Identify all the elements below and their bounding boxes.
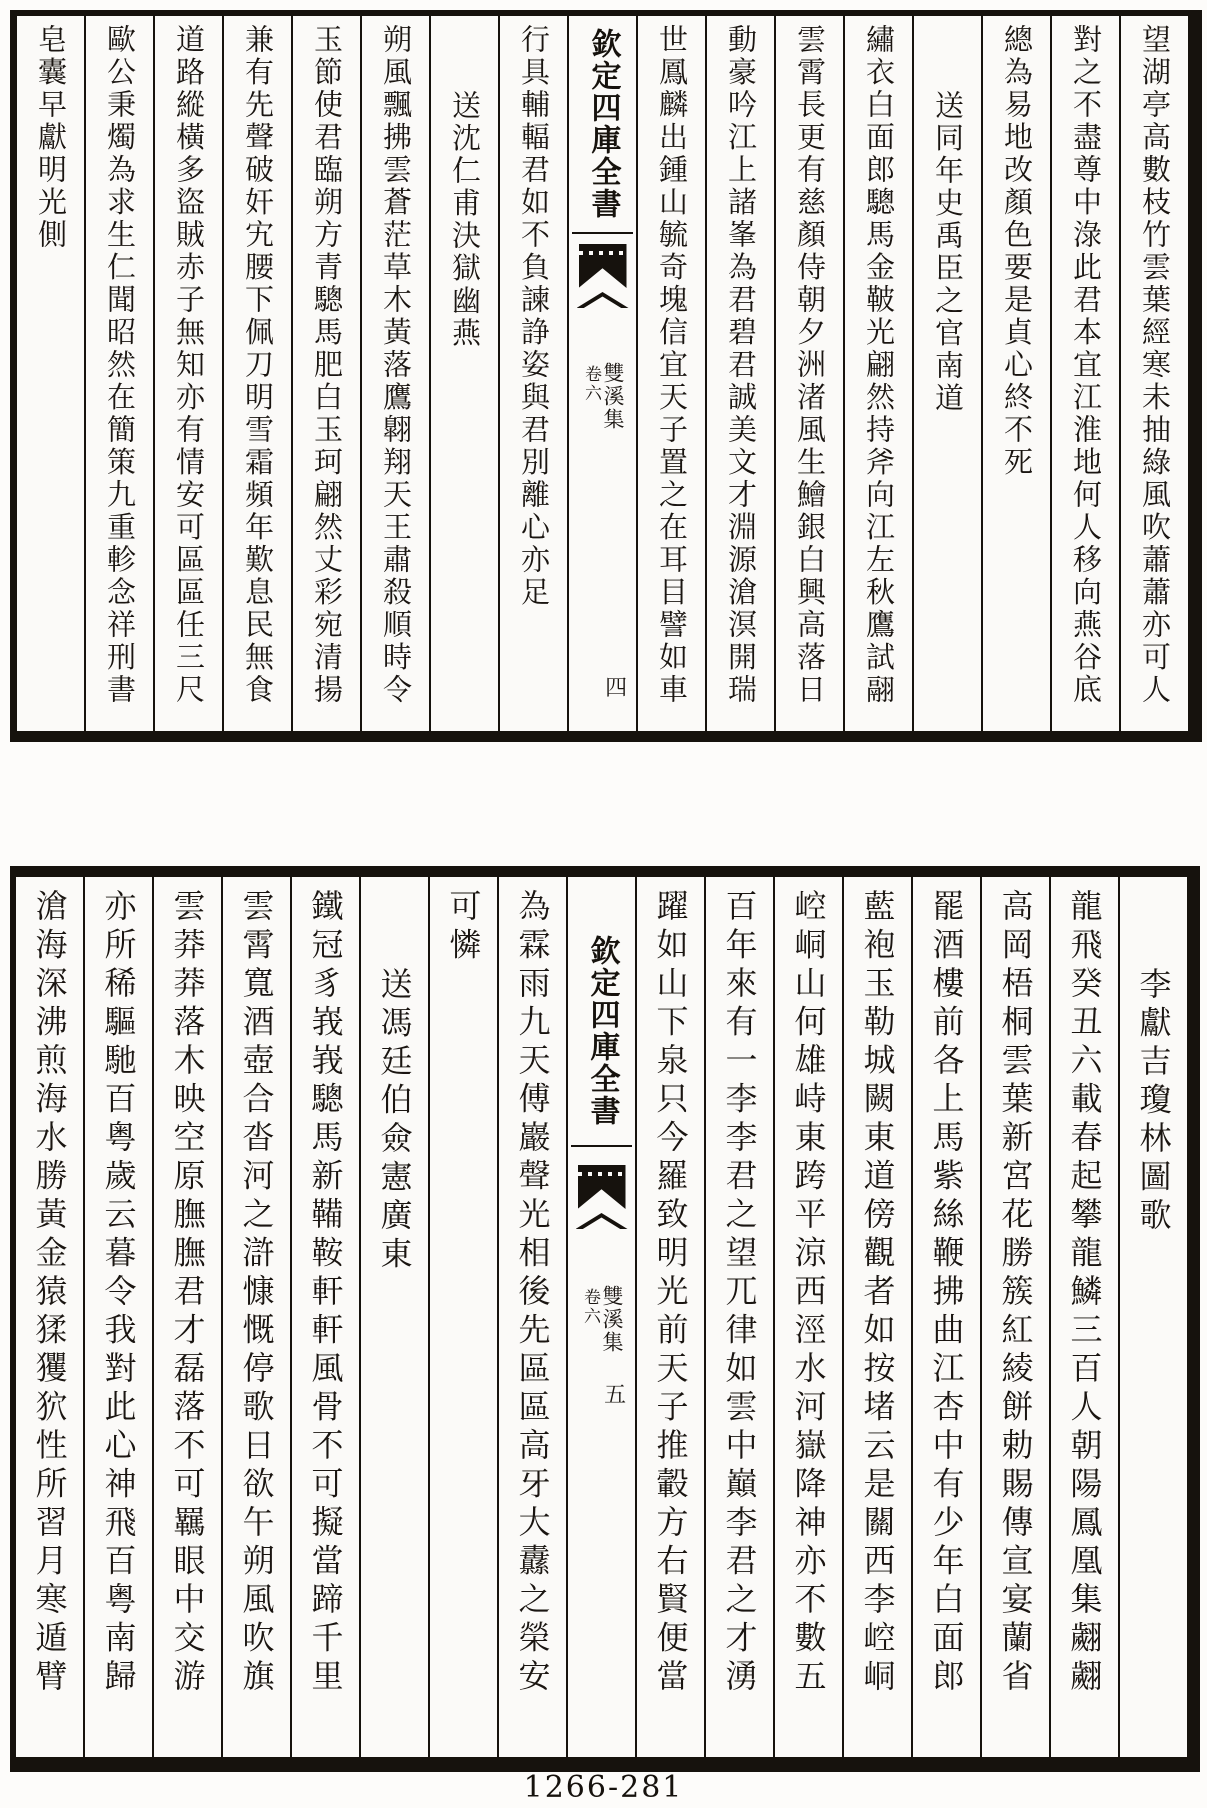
column-text: 高岡梧桐雲葉新宮花勝簇紅綾餅勅賜傳宣宴蘭省 — [996, 889, 1035, 1698]
column-text: 動豪吟江上諸峯為君碧君誠美文才淵源滄溟開瑞 — [724, 24, 758, 707]
column-text: 亦所稀驅馳百粤歲云暮令我對此心神飛百粤南歸 — [99, 889, 138, 1698]
fishtail-mark — [578, 1165, 626, 1209]
chapter-number: 卷六 — [581, 365, 601, 403]
column-text: 躍如山下泉只今羅致明光前天子推轂方右賢便當 — [651, 889, 690, 1698]
poem-text-column — [842, 877, 911, 1757]
center-divider-column — [566, 877, 635, 1757]
collection-title: 欽定四庫全書 — [585, 28, 621, 220]
column-text: 朔風飄拂雲蒼茫草木黃落鷹翺翔天王肅殺順時令 — [379, 24, 413, 707]
book-title-group — [581, 1285, 622, 1354]
fishtail-mark — [579, 244, 627, 288]
folio-upper-half — [10, 10, 1202, 742]
folio-lower-half — [10, 866, 1200, 1772]
poem-text-column — [428, 877, 497, 1757]
column-text: 滄海深沸煎海水勝黃金猿猱玃狖性所習月寒遁臂 — [30, 889, 69, 1698]
divider-rule — [571, 1145, 632, 1147]
poem-text-column — [704, 877, 773, 1757]
column-text: 李獻吉瓊林圖歌 — [1134, 967, 1173, 1237]
column-text: 鐵冠豸峩峩驄馬新鞴鞍軒軒風骨不可擬當蹄千里 — [306, 889, 345, 1698]
book-title: 雙溪集 — [601, 362, 625, 431]
poem-text-column — [497, 877, 566, 1757]
column-text: 望湖亭高數枝竹雲葉經寒未抽綠風吹蕭蕭亦可人 — [1138, 24, 1172, 707]
column-text: 罷酒樓前各上馬紫絲鞭拂曲江杏中有少年白面郎 — [927, 889, 966, 1698]
poem-text-column — [153, 16, 222, 731]
poem-text-column — [291, 16, 360, 731]
column-text: 藍袍玉勒城闕東道傍觀者如按堵云是關西李崆峒 — [858, 889, 897, 1698]
poem-text-column — [290, 877, 359, 1757]
print-page-number: 1266-281 — [523, 1770, 684, 1805]
column-text: 繡衣白面郎驄馬金鞁光翩然持斧向江左秋鷹試翮 — [862, 24, 896, 707]
poem-text-column — [843, 16, 912, 731]
poem-text-column — [981, 16, 1050, 731]
poem-title-column — [429, 16, 498, 731]
folio-number: 四 — [605, 676, 628, 701]
fishtail-chevron-mark — [577, 292, 629, 308]
book-title: 雙溪集 — [600, 1285, 624, 1354]
divider-rule — [572, 232, 633, 234]
fishtail-chevron-mark — [576, 1213, 628, 1229]
poem-text-column — [83, 877, 152, 1757]
column-text: 為霖雨九天傅巖聲光相後先區區高牙大纛之榮安 — [513, 889, 552, 1698]
column-text: 道路縱橫多盜賊赤子無知亦有情安可區區任三尺 — [172, 24, 206, 707]
column-text: 雲霄寬酒壺合沓河之滸慷慨停歌日欲午朔風吹旗 — [237, 889, 276, 1698]
poem-text-column — [636, 16, 705, 731]
column-text: 龍飛癸丑六載春起攀龍鱗三百人朝陽鳳凰集翽翽 — [1065, 889, 1104, 1698]
poem-text-column — [1119, 16, 1188, 731]
column-text: 雲莽莽落木映空原膴膴君才磊落不可羈眼中交游 — [168, 889, 207, 1698]
column-text: 歐公秉燭為求生仁聞昭然在簡策九重軫念祥刑書 — [103, 24, 137, 707]
column-text: 送馮廷伯僉憲廣東 — [375, 967, 414, 1275]
column-text: 行具輔輻君如不負諫諍姿與君別離心亦足 — [517, 24, 551, 609]
poem-title-column — [912, 16, 981, 731]
column-text: 百年來有一李李君之望兀律如雲中巔李君之才湧 — [720, 889, 759, 1698]
column-text: 總為易地改顏色要是貞心終不死 — [1000, 24, 1034, 479]
poem-text-column — [980, 877, 1049, 1757]
column-text: 對之不盡尊中淥此君本宜江淮地何人移向燕谷底 — [1069, 24, 1103, 707]
column-text: 可憐 — [444, 889, 483, 966]
poem-text-column — [17, 16, 84, 731]
poem-text-column — [774, 16, 843, 731]
poem-text-column — [1049, 877, 1118, 1757]
column-text: 世鳳麟出鍾山毓奇塊信宜天子置之在耳目譬如車 — [655, 24, 689, 707]
collection-title: 欽定四庫全書 — [584, 935, 620, 1127]
column-text: 雲霄長更有慈顏侍朝夕洲渚風生鱠銀白興高落日 — [793, 24, 827, 707]
poem-text-column — [222, 16, 291, 731]
poem-text-column — [221, 877, 290, 1757]
column-text: 兼有先聲破奸宄腰下佩刀明雪霜頻年歎息民無食 — [241, 24, 275, 707]
poem-text-column — [360, 16, 429, 731]
poem-text-column — [84, 16, 153, 731]
book-title-group — [582, 362, 623, 431]
poem-text-column — [152, 877, 221, 1757]
chapter-number: 卷六 — [580, 1288, 600, 1326]
poem-text-column — [16, 877, 83, 1757]
poem-title-column — [1118, 877, 1187, 1757]
column-text: 送沈仁甫決獄幽燕 — [448, 90, 482, 350]
poem-text-column — [635, 877, 704, 1757]
poem-text-column — [911, 877, 980, 1757]
poem-text-column — [498, 16, 567, 731]
folio-number: 五 — [604, 1383, 627, 1408]
center-divider-column — [567, 16, 636, 731]
poem-text-column — [705, 16, 774, 731]
poem-title-column — [359, 877, 428, 1757]
poem-text-column — [773, 877, 842, 1757]
column-text: 玉節使君臨朔方青驄馬肥白玉珂翩然丈彩宛清揚 — [310, 24, 344, 707]
poem-text-column — [1050, 16, 1119, 731]
column-text: 送同年史禹臣之官南道 — [931, 90, 965, 415]
column-text: 崆峒山何雄峙東跨平涼西涇水河嶽降神亦不數五 — [789, 889, 828, 1698]
column-text: 皂囊早獻明光側 — [34, 24, 68, 252]
